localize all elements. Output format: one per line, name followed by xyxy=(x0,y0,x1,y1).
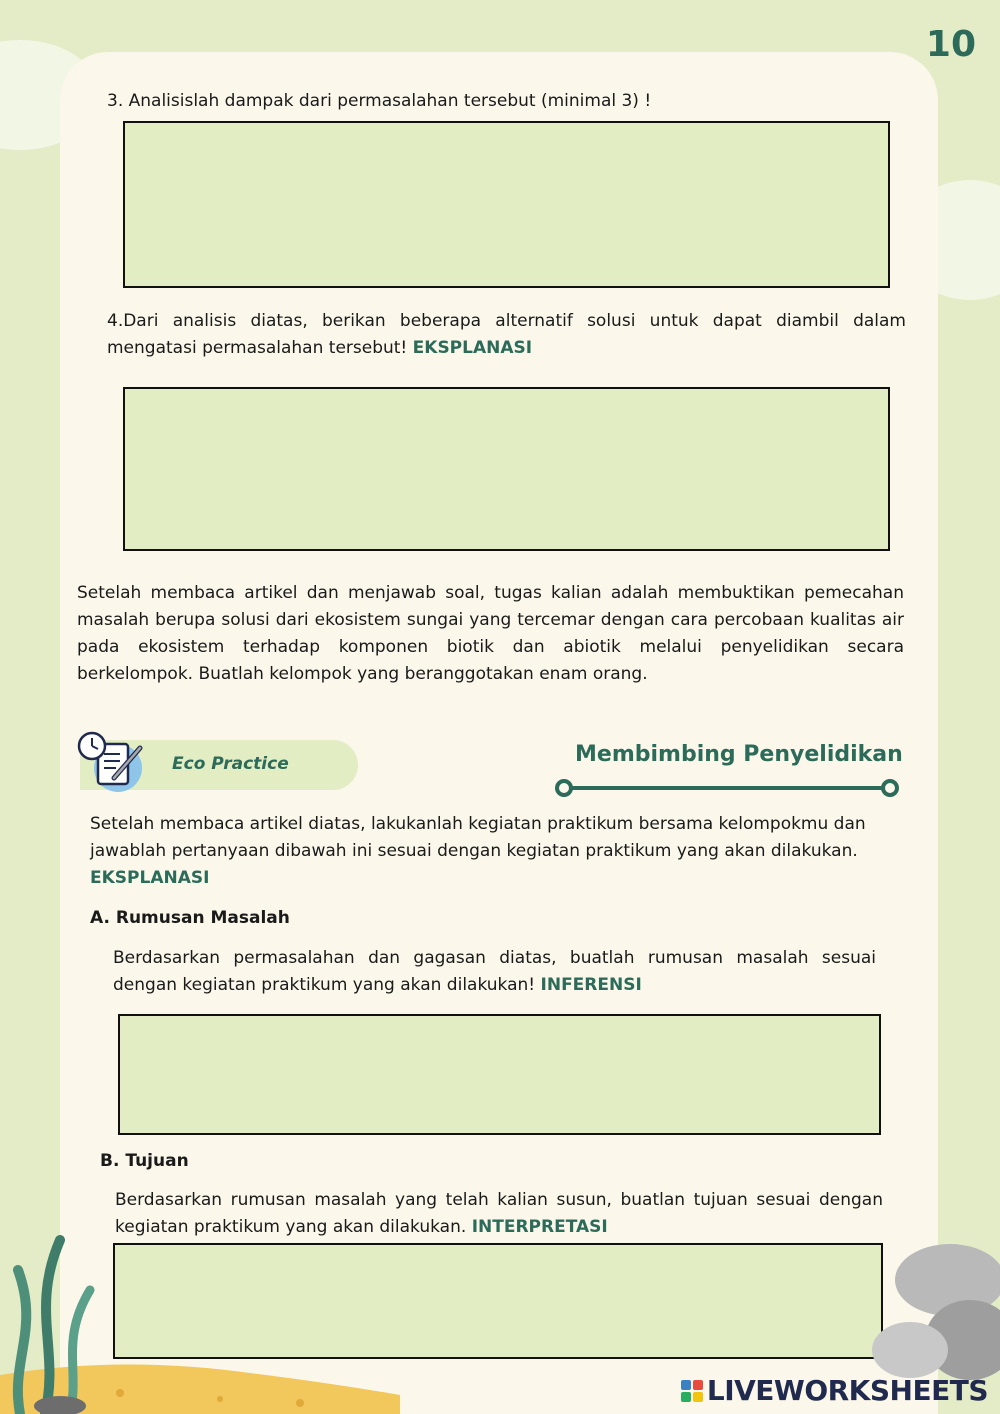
answer-box-rumusan-masalah[interactable] xyxy=(118,1014,881,1135)
liveworksheets-text: LIVEWORKSHEETS xyxy=(706,1374,988,1407)
intro-paragraph: Setelah membaca artikel dan menjawab soal, tugas kalian adalah membuktikan pemecahan masalah berupa solusi dari ekosistem sungai yang tercemar dengan cara percobaan kualitas air pada ekosistem terhadap komponen biotik dan abiotik melalui penyelidikan secara berkelompok. Buatlah kelompok yang beranggotakan enam orang. xyxy=(77,583,904,684)
title-underline xyxy=(552,776,902,800)
liveworksheets-grid-icon xyxy=(681,1380,703,1402)
section-title: Membimbing Penyelidikan xyxy=(575,742,903,767)
eco-practice-label: Eco Practice xyxy=(172,754,289,774)
question-4-tag: EKSPLANASI xyxy=(412,338,533,358)
part-b-tag: INTERPRETASI xyxy=(471,1217,608,1237)
clipboard-clock-icon xyxy=(74,730,146,794)
instruction-tag: EKSPLANASI xyxy=(90,868,210,888)
part-a-heading: A. Rumusan Masalah xyxy=(90,908,290,928)
liveworksheets-logo xyxy=(681,1374,988,1407)
instruction-label: Setelah membaca artikel diatas, lakukanlah kegiatan praktikum bersama kelompokmu dan jawablah pertanyaan dibawah ini sesuai dengan kegiatan praktikum yang akan dilakukan. xyxy=(90,814,866,861)
part-b-heading: B. Tujuan xyxy=(100,1151,189,1171)
answer-box-question-3[interactable] xyxy=(123,121,890,288)
part-a-text xyxy=(113,945,876,999)
part-b-label: Berdasarkan rumusan masalah yang telah kalian susun, buatlan tujuan sesuai dengan kegiatan praktikum yang akan dilakukan. xyxy=(115,1190,883,1237)
question-3-label: 3. Analisislah dampak dari permasalahan tersebut (minimal 3) ! xyxy=(107,91,652,111)
answer-box-tujuan[interactable] xyxy=(113,1243,883,1359)
instruction-paragraph xyxy=(90,811,890,892)
question-3-text xyxy=(107,88,907,115)
part-a-label: Berdasarkan permasalahan dan gagasan diatas, buatlah rumusan masalah sesuai dengan kegiatan praktikum yang akan dilakukan! xyxy=(113,948,876,995)
part-a-tag: INFERENSI xyxy=(540,975,642,995)
part-b-text xyxy=(115,1187,883,1241)
seaweed-decoration xyxy=(0,1230,110,1414)
page-number: 10 xyxy=(925,24,976,65)
answer-box-question-4[interactable] xyxy=(123,387,890,551)
question-4-label: 4.Dari analisis diatas, berikan beberapa alternatif solusi untuk dapat diambil dalam mengatasi permasalahan tersebut! xyxy=(107,311,906,358)
rocks-decoration xyxy=(870,1240,1000,1390)
question-4-text xyxy=(107,308,906,362)
